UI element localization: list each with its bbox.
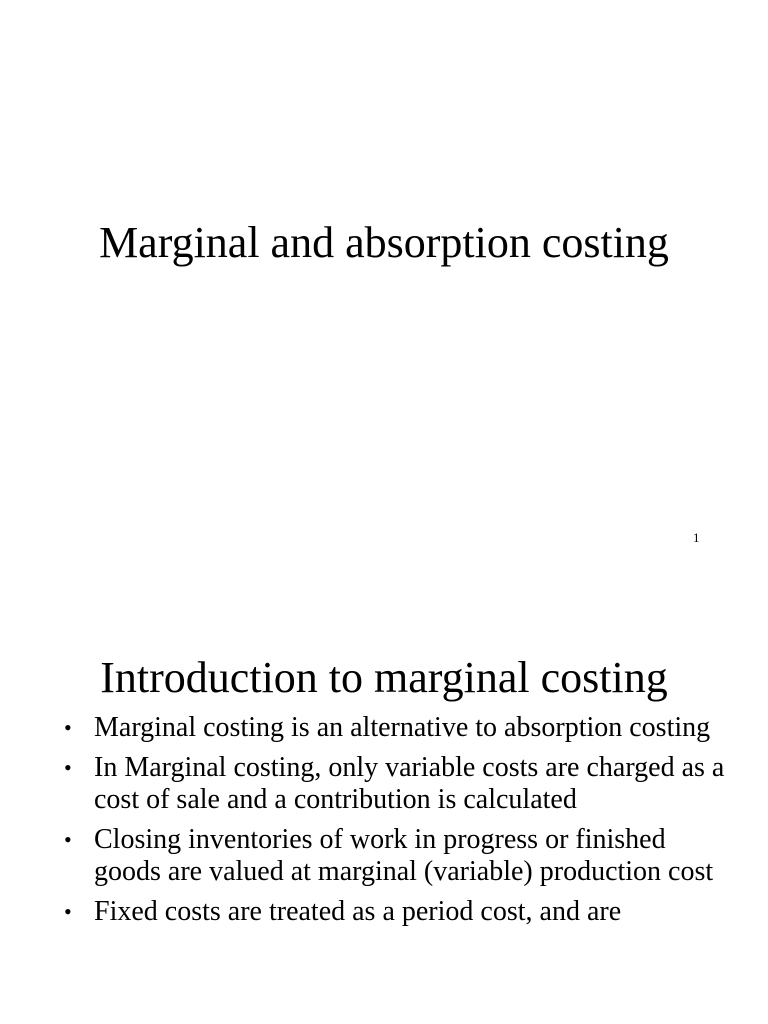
slide-2: [0, 576, 768, 1024]
bullet-text: Fixed costs are treated as a period cost, and are: [94, 896, 622, 927]
slide-title: Introduction to marginal costing: [100, 653, 668, 702]
bullet-item: [0, 896, 768, 928]
bullet-item: [0, 752, 768, 816]
bullet-item: [0, 824, 768, 888]
bullet-list: [0, 712, 768, 936]
bullet-text: In Marginal costing, only variable costs are charged as a cost of sale and a contribution is calculated: [94, 752, 725, 815]
bullet-icon: •: [64, 899, 72, 924]
bullet-icon: •: [64, 755, 72, 780]
bullet-item: [0, 712, 768, 744]
bullet-icon: •: [64, 715, 72, 740]
slide-title: Marginal and absorption costing: [99, 218, 669, 267]
bullet-text: Marginal costing is an alternative to absorption costing: [94, 712, 711, 743]
page-number: 1: [693, 530, 700, 545]
bullet-text: Closing inventories of work in progress or finished goods are valued at marginal (variable) production cost: [94, 824, 714, 887]
bullet-icon: •: [64, 827, 72, 852]
